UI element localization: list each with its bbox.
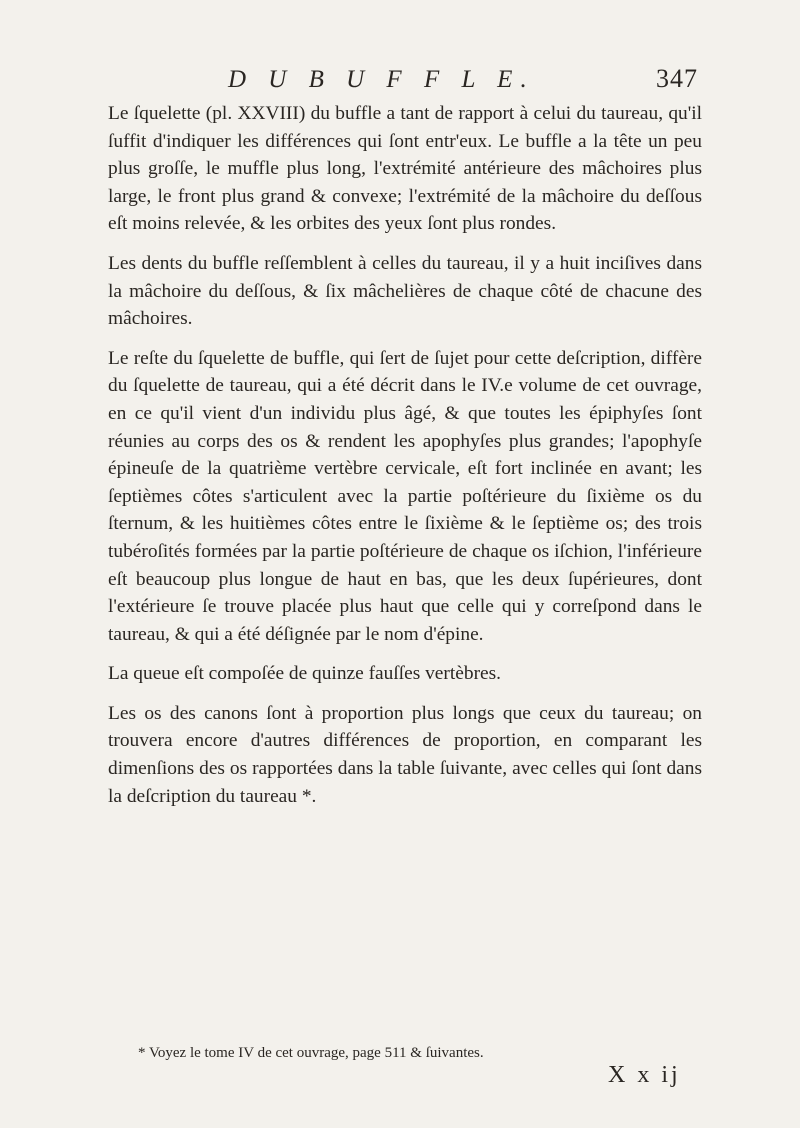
paragraph: Le ſquelette (pl. XXVIII) du buffle a tant de rapport à celui du taureau, qu'il ſuffit d'indiquer les différences qui ſont entr'eux. Le buffle a la tête un peu plus groſſe, le muffle plus long, l'extrémité antérieure des mâchoires plus large, le front plus grand & convexe; l'extrémité de la mâchoire du deſſous eſt moins relevée, & les orbites des yeux ſont plus rondes. xyxy=(108,103,702,235)
running-title: D U B U F F L E. xyxy=(228,66,535,93)
page-header xyxy=(228,64,698,94)
paragraph: Les os des canons ſont à proportion plus longs que ceux du taureau; on trouvera encore d'autres différences de proportion, en comparant les dimenſions des os rapportées dans la table ſuivante, avec celles qui ſont dans la deſcription du taureau *. xyxy=(108,702,702,807)
body-text xyxy=(108,100,702,810)
paragraph: Les dents du buffle reſſemblent à celles du taureau, il y a huit inciſives dans la mâchoire du deſſous, & ſix mâchelières de chaque côté de chacune des mâchoires. xyxy=(108,252,702,330)
paragraph: La queue eſt compoſée de quinze fauſſes vertèbres. xyxy=(108,663,502,685)
footnote: * Voyez le tome IV de cet ouvrage, page 511 & ſuivantes. xyxy=(138,1045,484,1061)
page-number: 347 xyxy=(656,64,698,93)
signature-mark: X x ij xyxy=(608,1062,681,1088)
paragraph: Le reſte du ſquelette de buffle, qui ſert de ſujet pour cette deſcription, diffère du ſquelette de taureau, qui a été décrit dans le IV.e volume de cet ouvrage, en ce qu'il vient d'un individu plus âgé, & que toutes les épiphyſes ſont réunies au corps des os & rendent les apophyſes plus grandes; l'apophyſe épineuſe de la quatrième vertèbre cervicale, eſt fort inclinée en avant; les ſeptièmes côtes s'articulent avec la partie poſtérieure du ſixième os du ſternum, & les huitièmes côtes entre le ſixième & le ſeptième os; des trois tubéroſités formées par la partie poſtérieure de chaque os iſchion, l'inférieure eſt beaucoup plus longue de haut en bas, que les deux ſupérieures, dont l'extérieure ſe trouve placée plus haut que celle qui y correſpond dans le taureau, & qui a été déſignée par le nom d'épine. xyxy=(108,347,702,645)
